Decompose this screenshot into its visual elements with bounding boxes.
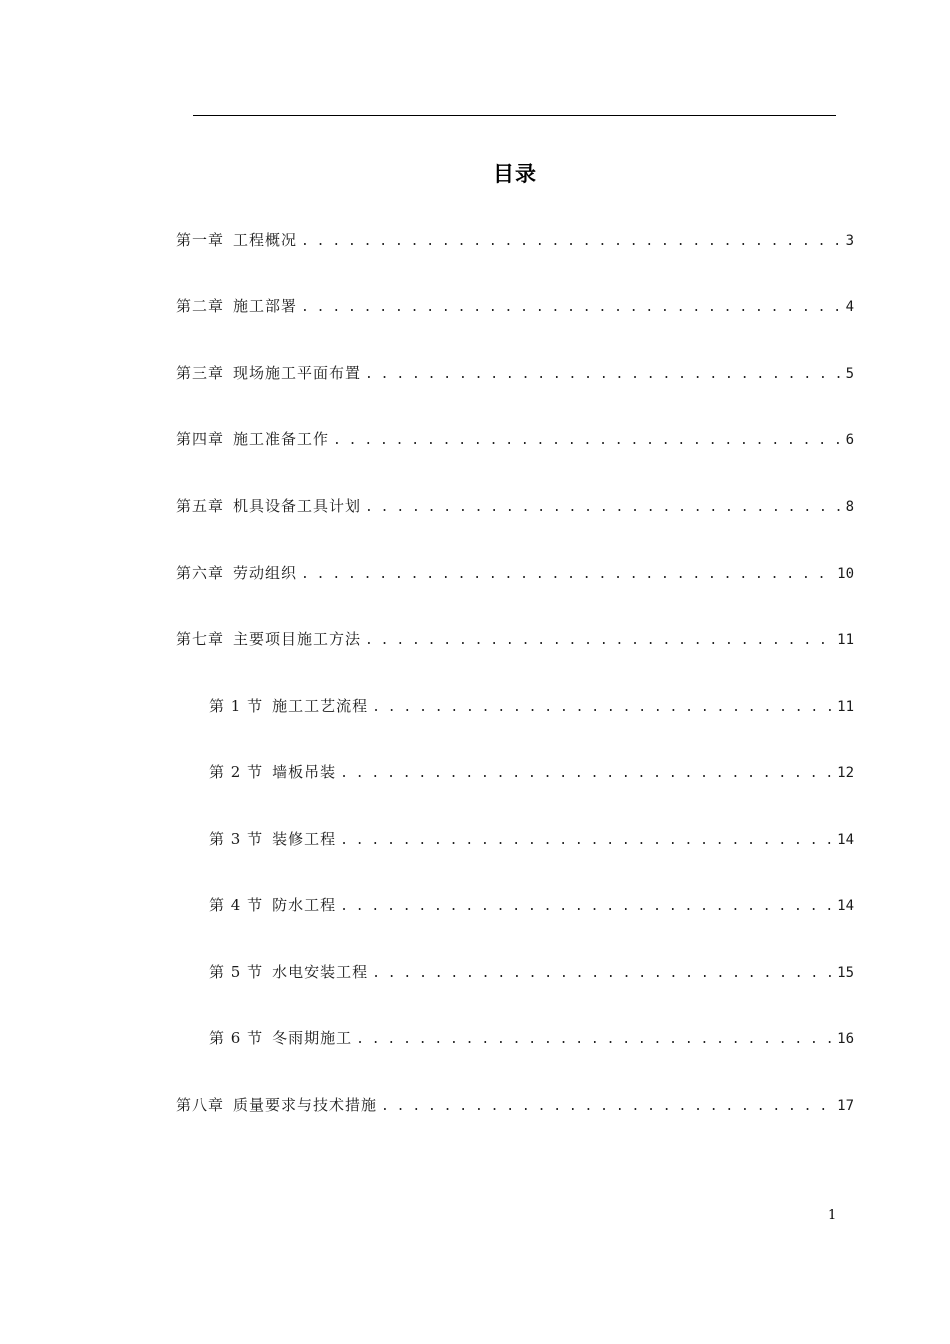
toc-entry-number: 第五章 [176, 497, 225, 515]
toc-dot-leader [301, 564, 833, 586]
page-title: 目录 [493, 162, 537, 186]
toc-entry-page: 5 [845, 366, 854, 382]
toc-dot-leader [301, 231, 842, 253]
toc-entry-title: 施工工艺流程 [272, 697, 369, 715]
toc-entry-title: 施工部署 [233, 297, 298, 315]
toc-entry-title: 冬雨期施工 [272, 1029, 353, 1047]
toc-entry-chapter-3[interactable] [176, 362, 854, 384]
toc-entry-page: 4 [845, 299, 854, 315]
toc-entry-section-6[interactable] [209, 1027, 854, 1049]
toc-entry-page: 11 [837, 632, 854, 648]
toc-entry-title: 现场施工平面布置 [233, 364, 362, 382]
toc-entry-title: 主要项目施工方法 [233, 630, 362, 648]
toc-dot-leader [372, 963, 833, 985]
toc-entry-number: 第 2 节 [209, 763, 264, 781]
toc-entry-title: 施工准备工作 [233, 430, 330, 448]
toc-entry-number: 第三章 [176, 364, 225, 382]
toc-entry-page: 16 [837, 1031, 854, 1047]
toc-entry-page: 12 [837, 765, 854, 781]
toc-dot-leader [340, 830, 833, 852]
toc-entry-number: 第 5 节 [209, 963, 264, 981]
toc-entry-title: 质量要求与技术措施 [233, 1096, 378, 1114]
toc-entry-page: 17 [837, 1098, 854, 1114]
toc-entry-number: 第八章 [176, 1096, 225, 1114]
toc-entry-section-4[interactable] [209, 894, 854, 916]
toc-entry-chapter-5[interactable] [176, 495, 854, 517]
toc-entry-chapter-4[interactable] [176, 428, 854, 450]
toc-entry-section-3[interactable] [209, 828, 854, 850]
toc-entry-chapter-1[interactable] [176, 229, 854, 251]
toc-entry-page: 11 [837, 699, 854, 715]
toc-entry-page: 8 [845, 499, 854, 515]
toc-entry-title: 水电安装工程 [272, 963, 369, 981]
toc-entry-page: 14 [837, 832, 854, 848]
toc-dot-leader [372, 697, 833, 719]
toc-entry-section-5[interactable] [209, 961, 854, 983]
toc-entry-number: 第七章 [176, 630, 225, 648]
toc-dot-leader [365, 497, 842, 519]
toc-entry-title: 防水工程 [272, 896, 337, 914]
toc-entry-number: 第 6 节 [209, 1029, 264, 1047]
toc-entry-title: 劳动组织 [233, 564, 298, 582]
toc-entry-chapter-7[interactable] [176, 628, 854, 650]
toc-entry-number: 第一章 [176, 231, 225, 249]
toc-dot-leader [381, 1096, 833, 1118]
toc-entry-page: 6 [845, 432, 854, 448]
toc-entry-page: 10 [837, 566, 854, 582]
toc-entry-title: 墙板吊装 [272, 763, 337, 781]
toc-entry-number: 第四章 [176, 430, 225, 448]
toc-entry-number: 第六章 [176, 564, 225, 582]
toc-dot-leader [340, 763, 833, 785]
toc-entry-title: 机具设备工具计划 [233, 497, 362, 515]
toc-entry-section-2[interactable] [209, 761, 854, 783]
toc-entry-chapter-8[interactable] [176, 1094, 854, 1116]
toc-dot-leader [340, 896, 833, 918]
toc-entry-title: 装修工程 [272, 830, 337, 848]
toc-entry-section-1[interactable] [209, 695, 854, 717]
page-number: 1 [828, 1208, 837, 1223]
toc-entry-number: 第二章 [176, 297, 225, 315]
toc-entry-chapter-2[interactable] [176, 295, 854, 317]
toc-entry-title: 工程概况 [233, 231, 298, 249]
toc-dot-leader [356, 1029, 833, 1051]
toc-entry-page: 14 [837, 898, 854, 914]
toc-dot-leader [301, 297, 842, 319]
toc-entry-page: 3 [845, 233, 854, 249]
toc-entry-number: 第 4 节 [209, 896, 264, 914]
toc-dot-leader [365, 364, 842, 386]
toc-dot-leader [365, 630, 833, 652]
toc-entry-number: 第 3 节 [209, 830, 264, 848]
toc-entry-number: 第 1 节 [209, 697, 264, 715]
toc-entry-chapter-6[interactable] [176, 562, 854, 584]
toc-dot-leader [333, 430, 842, 452]
toc-entry-page: 15 [837, 965, 854, 981]
